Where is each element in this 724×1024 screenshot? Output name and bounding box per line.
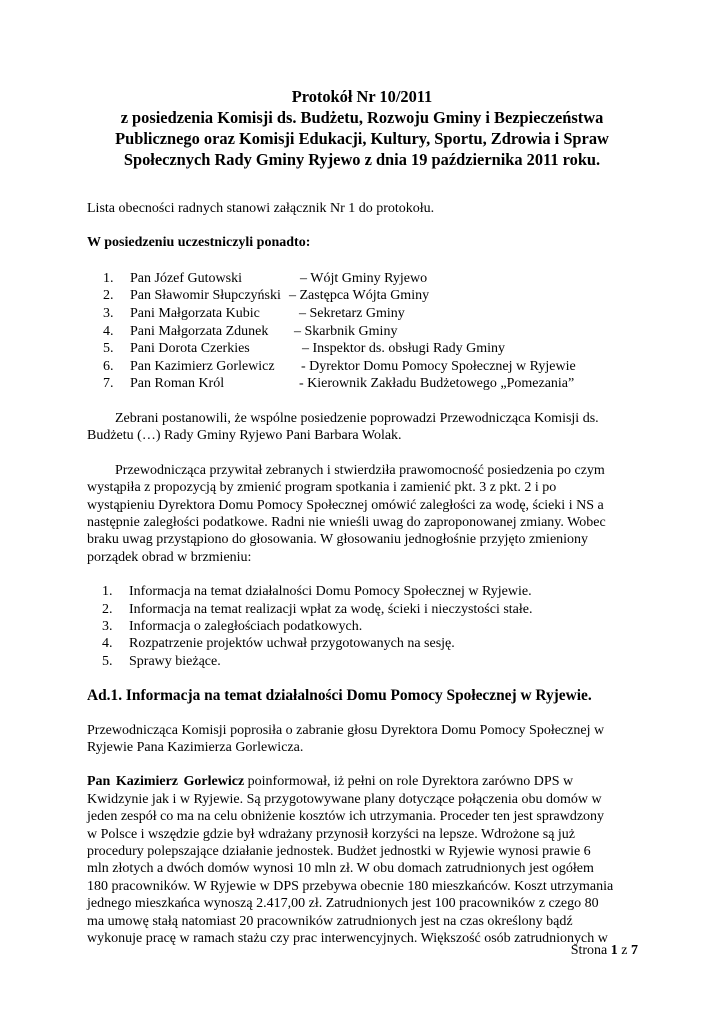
agenda-list xyxy=(87,583,641,670)
paragraph-line: ma umowę stałą natomiast 20 pracowników zatrudnionych jest na czas określony bądź xyxy=(87,913,573,929)
participants-heading: W posiedzeniu uczestniczyli ponadto: xyxy=(87,235,311,251)
title-line: Społecznych Rady Gminy Ryjewo z dnia 19 października 2011 roku. xyxy=(123,150,601,169)
paragraph-line: następnie zaległości podatkowe. Radni nie wnieśli uwag do zaproponowanej zmiany. Wobec xyxy=(87,515,606,530)
list-item xyxy=(87,618,641,635)
participant-role: – Wójt Gminy Ryjewo xyxy=(300,270,428,286)
participant-name: Pani Małgorzata Kubic xyxy=(130,306,260,321)
agenda-item-text: Informacja na temat realizacji wpłat za wodę, ścieki i nieczystości stałe. xyxy=(129,601,533,617)
participant-role: - Kierownik Zakładu Budżetowego „Pomezania” xyxy=(299,376,575,392)
document-title xyxy=(0,86,724,170)
agenda-item-text: Rozpatrzenie projektów uchwał przygotowanych na sesję. xyxy=(129,636,455,652)
item-number: 3. xyxy=(102,619,113,634)
list-item xyxy=(87,583,641,600)
attendance-note: Lista obecności radnych stanowi załącznik Nr 1 do protokołu. xyxy=(87,201,435,216)
item-number: 1. xyxy=(103,270,114,286)
item-number: 7. xyxy=(103,376,114,392)
paragraph-line: wystąpiła z propozycją by zmienić program spotkania i zamienić pkt. 3 z pkt. 2 i po xyxy=(87,480,557,496)
item-number: 3. xyxy=(103,306,114,321)
paragraph-line: procedury polepszające działanie jednostek. Budżet jednostki w Ryjewie wynosi prawie 6 xyxy=(87,844,591,860)
paragraph-line: braku uwag przystąpiono do głosowania. W głosowaniu jednogłośnie przyjęto zmieniony xyxy=(87,532,589,548)
list-item xyxy=(87,270,641,288)
agenda-item-text: Informacja na temat działalności Domu Pomocy Społecznej w Ryjewie. xyxy=(129,584,532,600)
item-number: 2. xyxy=(103,288,114,304)
paragraph-invitation xyxy=(87,722,641,757)
participants-list xyxy=(87,270,641,393)
paragraph-chair xyxy=(87,410,641,445)
paragraph-line: jednego mieszkańca wynoszą 2.417,00 zł. Zatrudnionych jest 100 pracowników z czego 80 xyxy=(87,896,599,912)
participant-role: – Skarbnik Gminy xyxy=(294,323,398,339)
paragraph-line: Kwidzynie jak i w Ryjewie. Są przygotowywane plany dotyczące połączenia obu domów w xyxy=(87,791,602,807)
page-total: 7 xyxy=(631,943,638,958)
agenda-item-text: Informacja o zaległościach podatkowych. xyxy=(129,619,363,634)
list-item xyxy=(87,635,641,652)
participant-role: – Zastępca Wójta Gminy xyxy=(289,288,430,304)
list-item xyxy=(87,340,641,358)
footer-separator: z xyxy=(617,943,631,958)
paragraph-line: jeden zespół co ma na celu obniżenie kosztów ich utrzymania. Proceder ten jest sprawdzony xyxy=(87,809,605,825)
paragraph-line: Zebrani postanowili, że wspólne posiedzenie poprowadzi Przewodnicząca Komisji ds. xyxy=(115,410,599,426)
paragraph-line: wystąpieniu Dyrektora Domu Pomocy Społecznej omówić zaległości za wodę, ścieki i NS a xyxy=(87,497,604,513)
list-item xyxy=(87,375,641,393)
section-heading: Ad.1. Informacja na temat działalności Domu Pomocy Społecznej w Ryjewie. xyxy=(87,687,592,705)
list-item xyxy=(87,305,641,323)
participant-name: Pan Kazimierz Gorlewicz xyxy=(130,358,275,374)
paragraph-line: mln złotych a dwóch domów wynosi 10 mln zł. W obu domach zatrudnionych jest ogółem xyxy=(87,861,594,877)
participant-role: - Dyrektor Domu Pomocy Społecznej w Ryjewie xyxy=(301,358,576,374)
item-number: 4. xyxy=(103,323,114,339)
item-number: 1. xyxy=(102,584,113,600)
paragraph-agenda-change xyxy=(87,462,641,566)
paragraph-line: porządek obrad w brzmieniu: xyxy=(87,549,252,565)
speaker-name: Pan Kazimierz Gorlewicz xyxy=(87,774,245,790)
line-text: poinformował, iż pełni on role Dyrektora zarówno DPS w xyxy=(244,774,574,790)
title-line: Protokół Nr 10/2011 xyxy=(291,87,433,106)
page-footer xyxy=(571,943,638,959)
item-number: 6. xyxy=(103,358,114,374)
participant-name: Pan Sławomir Słupczyński xyxy=(130,288,281,304)
footer-prefix: Strona xyxy=(570,943,611,958)
participant-role: – Sekretarz Gminy xyxy=(299,306,405,321)
paragraph-director-report xyxy=(87,773,641,947)
participant-name: Pan Józef Gutowski xyxy=(130,270,242,286)
item-number: 5. xyxy=(102,653,113,669)
paragraph-line: Ryjewie Pana Kazimierza Gorlewicza. xyxy=(87,739,304,755)
item-number: 4. xyxy=(102,636,113,652)
list-item xyxy=(87,287,641,305)
list-item xyxy=(87,653,641,670)
paragraph-line xyxy=(87,773,641,790)
paragraph-line: 180 pracowników. W Ryjewie w DPS przebywa obecnie 180 mieszkańców. Koszt utrzymania xyxy=(87,878,614,894)
paragraph-line: Przewodnicząca przywitał zebranych i stwierdziła prawomocność posiedzenia po czym xyxy=(115,462,605,478)
participant-name: Pani Dorota Czerkies xyxy=(130,341,250,357)
page-number: 1 xyxy=(610,943,618,958)
list-item xyxy=(87,323,641,341)
participant-name: Pani Małgorzata Zdunek xyxy=(130,323,269,339)
paragraph-line: Budżetu (…) Rady Gminy Ryjewo Pani Barbara Wolak. xyxy=(87,428,402,444)
title-line: Publicznego oraz Komisji Edukacji, Kultury, Sportu, Zdrowia i Spraw xyxy=(115,129,609,148)
list-item xyxy=(87,601,641,618)
item-number: 5. xyxy=(103,341,114,357)
item-number: 2. xyxy=(102,601,113,617)
paragraph-line: wykonuje pracę w ramach stażu czy prac interwencyjnych. Większość osób zatrudnionych w xyxy=(87,931,608,947)
list-item xyxy=(87,358,641,376)
paragraph-line: Przewodnicząca Komisji poprosiła o zabranie głosu Dyrektora Domu Pomocy Społecznej w xyxy=(87,722,605,738)
participant-name: Pan Roman Król xyxy=(130,376,225,392)
document-body xyxy=(87,200,641,947)
title-line: z posiedzenia Komisji ds. Budżetu, Rozwoju Gminy i Bezpieczeństwa xyxy=(120,108,604,127)
paragraph-line: w Polsce i wszędzie gdzie był wdrażany przynosił korzyści na lepsze. Wdrożone są już xyxy=(87,826,576,842)
participant-role: – Inspektor ds. obsługi Rady Gminy xyxy=(302,341,505,357)
agenda-item-text: Sprawy bieżące. xyxy=(129,653,221,669)
